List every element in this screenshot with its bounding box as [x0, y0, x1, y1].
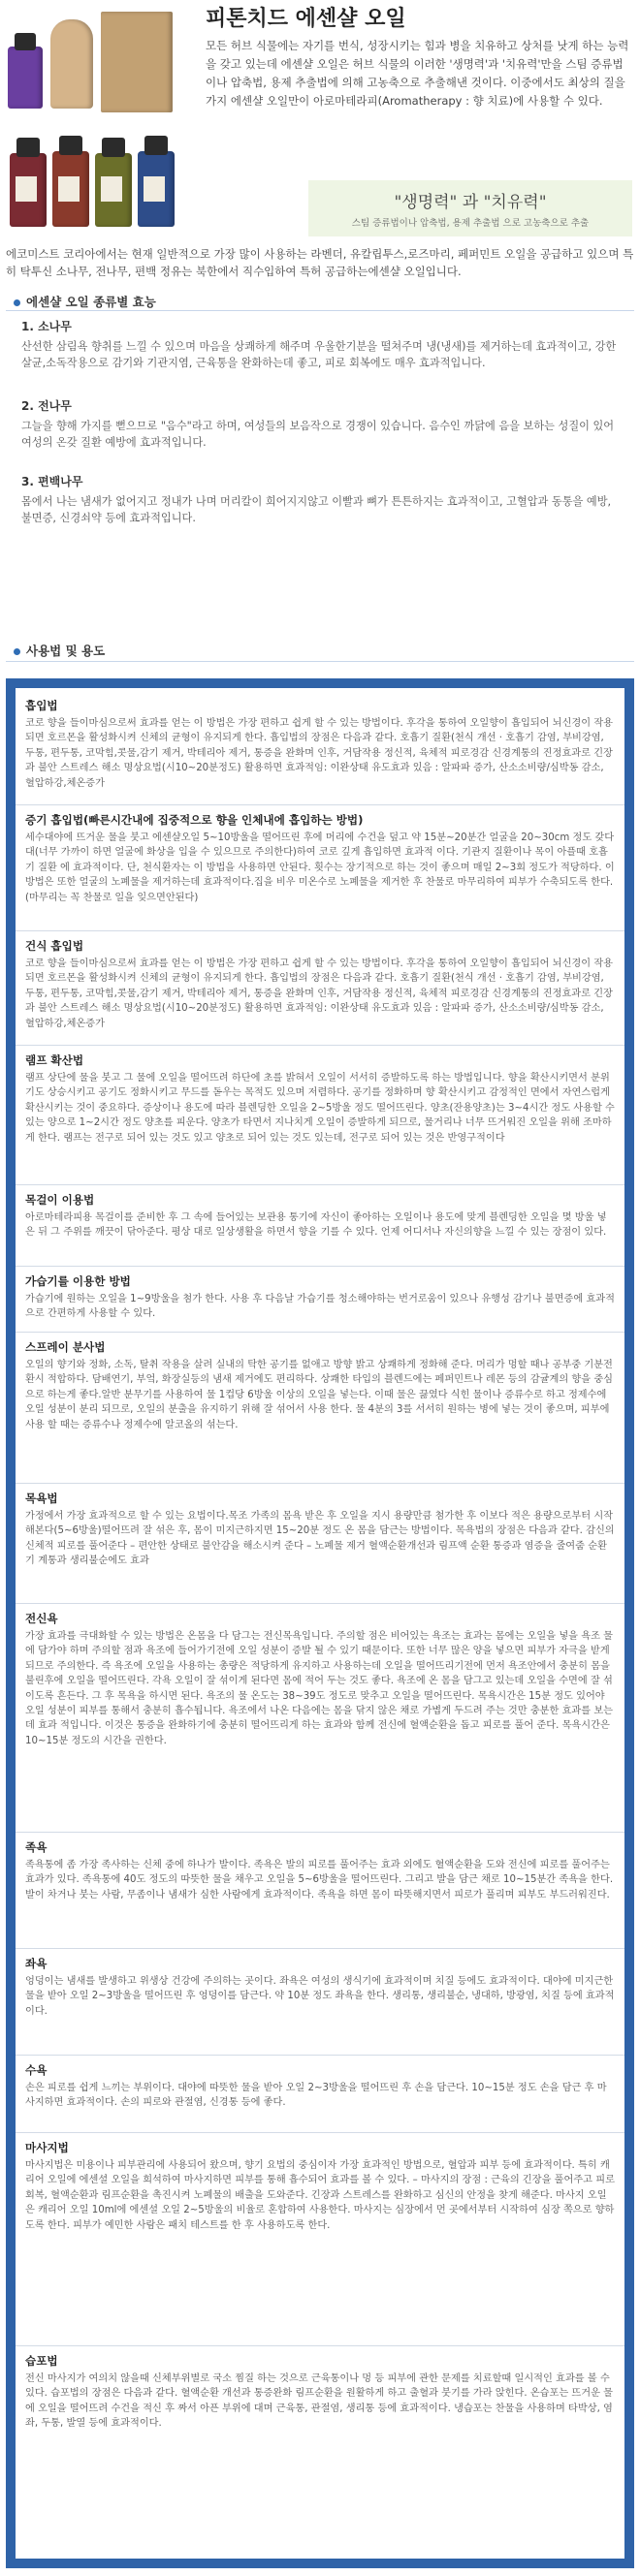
effect-item: 3. 편백나무 몸에서 나는 냄새가 없어지고 정내가 나며 머리칼이 희어지지않고 이빨과 뼈가 튼튼하지는 효과적이고, 고혈압과 동통을 예방, 불면증, 신경쇠약 등에 효과적입니다. [21, 475, 612, 524]
effect-item: 1. 소나무 산선한 삼림욕 향취를 느낄 수 있으며 마음을 상쾌하게 해주며 우울한기분을 떨쳐주며 냉(냉새)를 제거하는데 효과적이고, 강한 살균,소독작용으로 감기와 기관지염, 근육통을 완화하는데 좋고, 피로 회복에도 매우 효과적입니다. [21, 320, 617, 369]
divider [16, 1045, 624, 1046]
divider [16, 930, 624, 931]
usage-item: 목욕법 가정에서 가장 효과적으로 할 수 있는 요법이다.목조 가족의 몸욕 받은 후 오일을 지시 용량만큼 첨가한 후 이보다 적은 용량으로부터 시작해본다(5~6방울)떨어뜨려 잘 섞은 후, 몸이 미지근하지면 15~20분 정도 온 몸을 담근는 방법이다. 목욕법의 장점은 다음과 같다. 감신의 신체적 피로를 풀어준다 – 편안한 상태로 불안감을 해소시켜 준다 – 노폐물 제거 혈액순환개선과 림프액 순환 통증과 염증을 줄여줌 순환기 계통과 생리불순에도 효과 [25, 1492, 615, 1567]
usage-item: 증기 흡입법(빠른시간내에 집중적으로 향을 인체내에 흡입하는 방법) 세수대야에 뜨거운 물을 붓고 에센샬오일 5~10방울을 떨어뜨린 후에 머리에 수건을 덮고 약 15분~20분간 얼굴을 20~30cm 정도 갖다대(너무 가까이 하면 얼굴에 화상을 입을 수 있으므로 주의한다)하여 코로 깊게 흡입하면 효과적 이다. 기관지 질환이나 목이 아플때 호흡기 질환 에 효과적이다. 단, 천식환자는 이 방법을 사용하면 안된다. 횟수는 장기적으로 하는 것이 좋으며 매일 2~3회 정도가 적당하다. 이 방법은 또한 얼굴의 노폐물을 제거하는데 효과적이다.집을 비우 미온수로 노폐물을 제거한 후 찬물로 마무리하여 피부가 수축되도록 한다. (마무리는 꼭 찬물로 일을 잊으면안된다) [25, 813, 615, 903]
divider [16, 1266, 624, 1267]
usage-item: 가습기를 이용한 방법 가습기에 원하는 오일을 1~9방울을 첨가 한다. 사용 후 다음날 가습기를 청소해야하는 번거로움이 있으나 유행성 감기나 불면증에 효과적으로 간편하게 사용할 수 있다. [25, 1274, 615, 1320]
usage-item: 마사지법 마사지법은 미용이나 피부관리에 사용되어 왔으며, 향기 요법의 중심이자 가장 효과적인 방법으로, 혈압과 피부 등에 효과적이다. 특히 캐리어 오일에 에센셜 오일을 희석하여 마사지하면 피부를 통해 흡수되어 효과를 볼 수 있다. – 마사지의 장점 : 근육의 긴장을 풀어주고 피로회복, 혈액순환과 림프순환을 촉진시켜 노폐물의 배출을 도와준다. 긴장과 스트레스를 완화하고 심신의 안정을 찾게 해준다. 마사지 오일은 캐리어 오일 10ml에 에센셜 오일 2~5방울의 비율로 혼합하여 사용한다. 마사지는 심장에서 먼 곳에서부터 시작하여 심장 쪽으로 향하도록 한다. 피부가 예민한 사람은 패치 테스트를 한 후 사용하도록 한다. [25, 2141, 615, 2231]
effects-heading: 에센샬 오일 종류별 효능 [14, 293, 156, 310]
usage-item: 좌욕 엉덩이는 냄새를 발생하고 위생상 건강에 주의하는 곳이다. 좌욕은 여성의 생식기에 효과적이며 치질 등에도 효과적이다. 대야에 미지근한 물을 받아 오일 2~3방울을 떨어뜨린 후 엉덩이를 담근다. 약 10분 정도 좌욕을 한다. 생리통, 생리불순, 냉대하, 방광염, 치질 등에 효과적이다. [25, 1957, 615, 2017]
slogan-box [308, 180, 632, 236]
intro-text: 에코미스트 코리아에서는 현재 일반적으로 가장 많이 사용하는 라벤더, 유칼립투스,로즈마리, 페퍼민트 오일을 공급하고 있으며 특히 탁투신 소나무, 전나무, 편백 정유는 북한에서 직수입하여 특허 공급하는에센샬 오일입니다. [6, 247, 634, 278]
effect-item: 2. 전나무 그늘을 향해 가지를 뻗으므로 "음수"라고 하며, 여성들의 보음작으로 경쟁이 있습니다. 음수인 까닭에 음을 보하는 성질이 있어 여성의 온갖 질환 예방에 효과적입니다. [21, 399, 615, 449]
usage-item: 흡입법 코로 향을 들이마심으로써 효과를 얻는 이 방법은 가장 편하고 쉽게 할 수 있는 방법이다. 후각을 통하여 오일향이 흡입되어 뇌신경이 작용되면 호르몬을 활성화시켜 신체의 균형이 유지되게 한다. 흡입법의 장점은 다음과 같다. 호흡기 질환(천식 개선 · 호흡기 감염, 부비강염, 두통, 편두통, 코막힘,콧물,감기 제거, 박테리아 제거, 통증을 완화며 인후, 거담작용 정신적, 육체적 피로경감 신경계통의 진정효과로 긴장과 불안 스트레스 해소 명상요법(시10~20분정도) 활용하면 효과적임: 이완상태 유도효과 있음 : 알파파 증가, 산소소비량/심박동 감소, 혈압하강,체온증가 [25, 699, 614, 789]
divider [16, 1832, 624, 1833]
divider [16, 1332, 624, 1333]
divider [16, 1483, 624, 1484]
hero-description: 모든 허브 식물에는 자기를 번식, 성장시키는 힘과 병을 치유하고 상처를 낫게 하는 능력을 갖고 있는데 에센샬 오일은 허브 식물의 이러한 '생명력'과 '치유력'만을 스팀 증류법이나 압축법, 용제 추출법에 의해 고농축으로 추출해낸 것이다. 이중에서도 최상의 질을 가지 에센샬 오일만이 아로마테라피(Aromatherapy : 향 치료)에 사용할 수 있다. [206, 39, 629, 108]
usage-box [6, 678, 634, 2568]
bullet-icon [14, 299, 20, 306]
divider [6, 661, 634, 662]
usage-heading: 사용법 및 용도 [14, 642, 105, 659]
bullet-icon [14, 648, 20, 655]
slogan-main: "생명력" 과 "치유력" [394, 193, 547, 212]
usage-list [16, 688, 624, 2559]
divider [16, 1603, 624, 1604]
usage-item: 목걸이 이용법 아로마테라피용 목걸이를 준비한 후 그 속에 들어있는 보관용 통기에 자신이 좋아하는 오일이나 용도에 맞게 블렌딩한 오일을 몇 방울 넣은 뒤 그 주위를 깨끗이 닦아준다. 평상 대로 일상생활을 하면서 향을 기를 수 있다. 언제 어디서나 자신의향을 느낄 수 있는 장점이 있다. [25, 1193, 607, 1239]
divider [16, 1184, 624, 1185]
usage-item: 램프 확산법 램프 상단에 물을 붓고 그 물에 오일을 떨어뜨려 하단에 초를 밝혀서 오일이 서서히 증발하도록 하는 방법입니다. 향을 확산시키면서 분위기도 상승시키고 공기도 정화시키고 무드를 돋우는 목적도 있으며 저렴하다. 공기를 정화하며 향 확산시키고 감정적인 면에서 자연스럽게 확산시키는 것이 중요하다. 증상이나 용도에 따라 블렌딩한 오일을 2~5방울 정도 떨어뜨린다. 양초(잔용양초)는 3~4시간 정도 사용할 수 있는 양으로 1~2시간 정도 양초를 피운다. 양초가 타면서 지나치게 오일이 증발하게 되므로, 물거리나 너무 뜨거워진 오일을 위해 조마하게 한다. 램프는 전구로 되어 있는 것도 있고 양초로 되어 있는 것도 있는데, 전구로 되어 있는 것은 반영구적이다 [25, 1053, 615, 1144]
usage-item: 족욕 족욕통에 좀 가장 족사하는 신체 중에 하나가 발이다. 족욕은 발의 피로를 풀어주는 효과 외에도 혈액순환을 도와 전신에 피로를 풀어주는 효과가 있다. 족욕통에 40도 정도의 따뜻한 물을 채우고 오일을 5~6방울을 떨어뜨린다. 그리고 발을 담근 채로 10~15분간 족욕을 한다. 발이 차거나 붓는 사람, 무좀이나 냄새가 심한 사람에게 효과적이다. 족욕을 하면 몸이 따뜻해지면서 피로가 풀리며 피부도 부드러워진다. [25, 1840, 614, 1901]
page-title: 피톤치드 에센샬 오일 [206, 7, 406, 31]
divider [16, 2345, 624, 2346]
divider [16, 2055, 624, 2056]
usage-item: 수욕 손은 피로를 쉽게 느끼는 부위이다. 대야에 따뜻한 물을 받아 오일 2~3방울을 떨어뜨린 후 손을 담근다. 10~15분 정도 손을 담근 후 마사지하면 효과적이다. 손의 피로와 관절염, 신경통 등에 좋다. [25, 2063, 607, 2109]
divider [16, 1948, 624, 1949]
product-bottles-image [6, 6, 178, 267]
divider [6, 310, 634, 311]
product-hero [0, 0, 640, 281]
usage-item: 스프레이 분사법 오일의 향기와 정화, 소독, 탈취 작용을 살려 실내의 탁한 공기를 없애고 방향 밝고 상쾌하게 정화해 준다. 머리가 멍할 때나 공부중 기분전환시 적합하다. 담배연기, 부엌, 화장실등의 냄새 제거에도 편리하다. 상쾌한 타입의 블렌드에는 페퍼민트나 레몬 등의 감귤계의 향을 중심으로 하는게 좋다.알반 분무기를 사용하여 물 1컵당 6방울 이상의 오일을 넣는다. 이때 물은 끓였다 식힌 물이나 증류수로 하고 정제수에 오일 성분이 분리 되므로, 오일의 분출을 유지하기 위해 잘 섞어서 사용 한다. 물 4분의 3를 서서히 원하는 병에 넣는 것이 좋으며, 피부에 사용 할 때는 증류수나 정제수에 알코올의 섞는다. [25, 1340, 614, 1430]
usage-item: 습포법 전신 마사지가 여의치 않을때 신체부위별로 국소 찜질 하는 것으로 근육통이나 멍 등 피부에 관한 문제를 치료할때 일시적인 효과를 볼 수 있다. 습포법의 장점은 다음과 같다. 혈액순환 개선과 통증완화 림프순환을 원활하게 하고 출혈과 붓기를 가라 앉힌다. 온습포는 뜨거운 물에 오일을 떨어뜨려 수건을 적신 후 짜서 아픈 부위에 대며 근육통, 관절염, 생리통 등에 효과적이다. 냉습포는 찬물을 사용하며 타박상, 염좌, 두통, 발열 등에 효과적이다. [25, 2354, 614, 2430]
divider [16, 804, 624, 805]
slogan-sub: 스팀 증류법이나 압축법, 용제 추출법 으로 고농축으로 추출 [351, 218, 590, 229]
divider [16, 2132, 624, 2133]
usage-item: 건식 흡입법 코로 향을 들이마심으로써 효과를 얻는 이 방법은 가장 편하고 쉽게 할 수 있는 방법이다. 후각을 통하여 오일향이 흡입되어 뇌신경이 작용되면 호르몬을 활성화시켜 신체의 균형이 유지되게 한다. 흡입법의 장점은 다음과 같다. 호흡기 질환(천식 개선 · 호흡기 감염, 부비강염, 두통, 편두통, 코막힘,콧물,감기 제거, 박테리아 제거, 통증을 완화며 인후, 거담작용 정신적, 육체적 피로경감 신경계통의 진정효과로 긴장과 불안 스트레스 해소 명상요법(시10~20분정도) 활용하면 효과적임: 이완상태 유도효과 있음 : 알파파 증가, 산소소비량/심박동 감소, 혈압하강,체온증가 [25, 939, 614, 1029]
usage-item: 전신욕 가장 효과를 극대화할 수 있는 방법은 온몸을 다 담그는 전신목욕입니다. 주의할 점은 비어있는 욕조는 효과는 몸에는 오일을 넣을 욕조 물에 담가야 하며 주의할 점과 욕조에 들어가기전에 오일 성분이 증발 될 수 있기 때문이다. 또한 너무 많은 양을 넣으면 피부가 자극을 받게 되므로 주의한다. 즉 욕조에 오일을 사용하는 총량은 적당하게 유지하고 사용하는데 오일을 떨어뜨리기전에 먼저 욕조안에서 충분히 몸을 불린후에 오일을 떨어뜨린다. 각욕 오일이 잘 섞이게 된다면 몸에 적어 두는 것도 좋다. 욕조에 온 몸을 담그고 있는데 오일을 수면에 잘 섞이도록 흔든다. 그 후 목욕을 하시면 된다. 욕조의 물 온도는 38~39도 정도로 맞추고 오일을 떨어뜨린다. 목욕시간은 15분 정도 있어야 오일 성분이 피부를 통해서 충분히 흡수됩니다. 욕조에서 나온 다음에는 몸을 닦지 않은 채로 가볍게 두드려 주는 것만 충분한 효과를 보는데 효과 적입니다. 이것은 통증을 완화하기에 충분히 떨어뜨리게 하는 효과와 함께 전신에 혈액순환을 돕고 피로를 풀어 준다. 목욕시간은 10~15분 정도의 시간을 권한다. [25, 1612, 614, 1746]
